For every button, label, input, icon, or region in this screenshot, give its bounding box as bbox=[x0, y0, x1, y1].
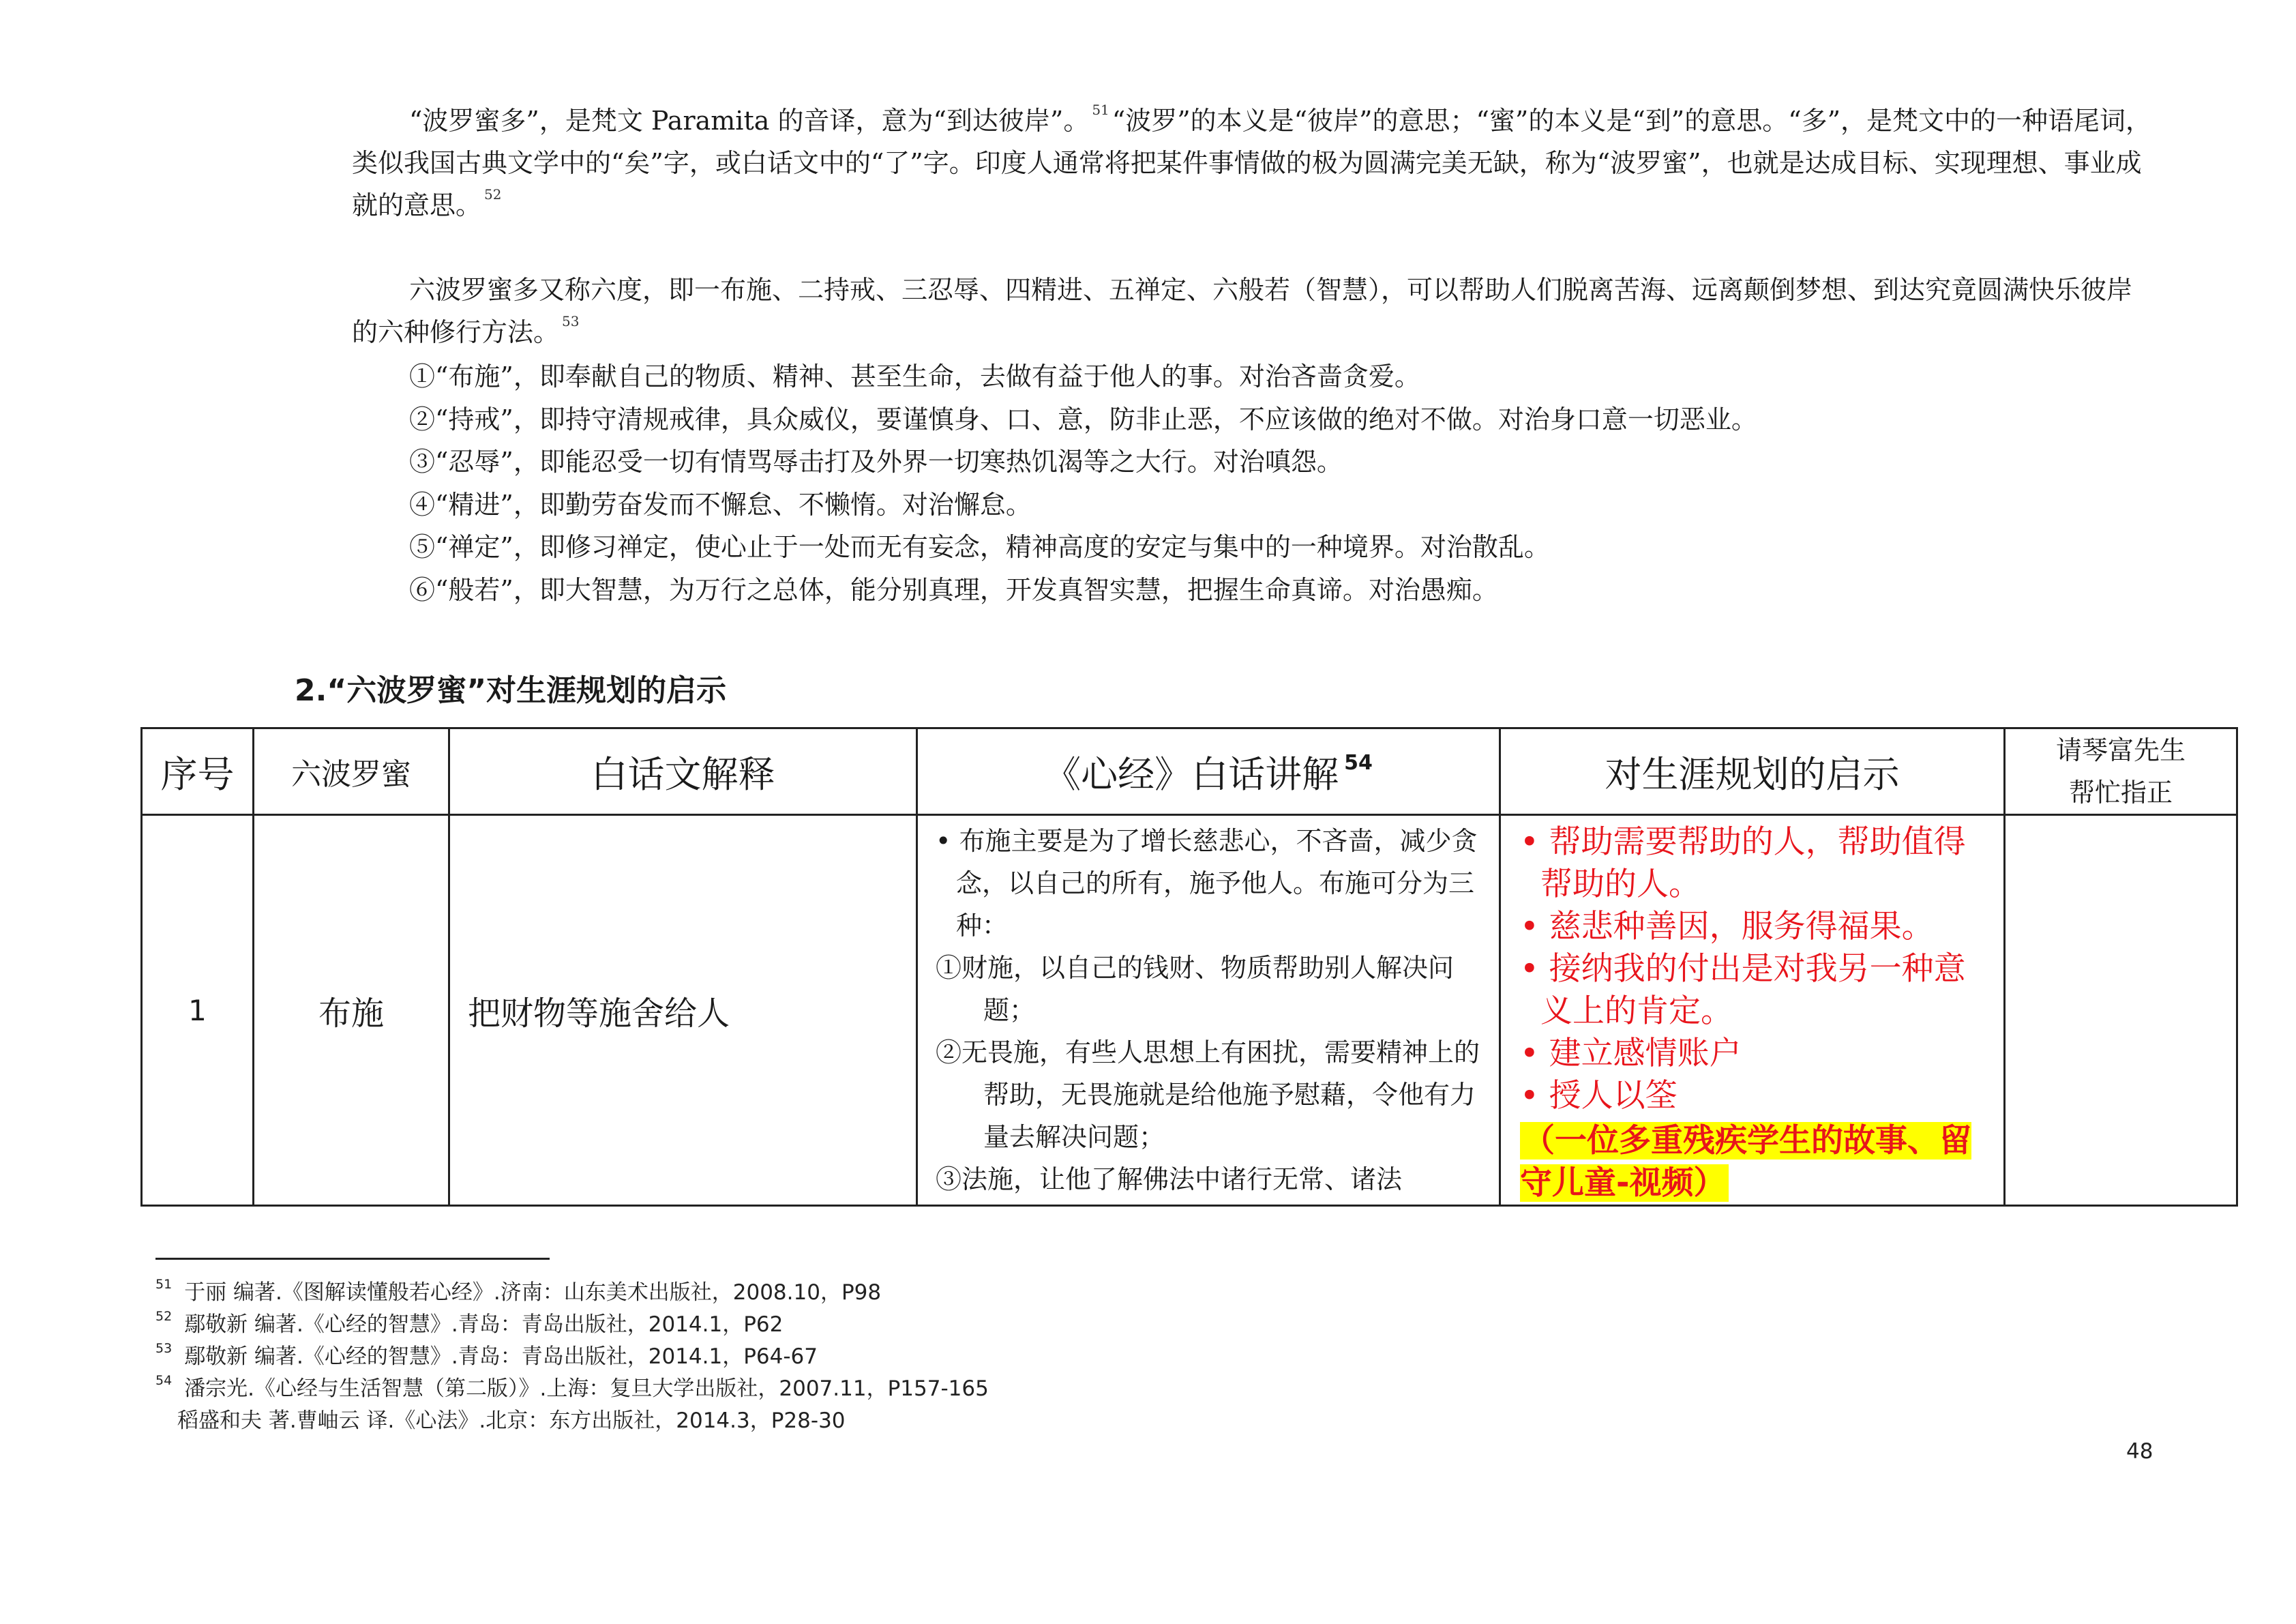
insight-item: • 慈悲种善因，服务得福果。 bbox=[1520, 908, 1934, 945]
sutra-line: ①财施，以自己的钱财、物质帮助别人解决问题； bbox=[936, 953, 1455, 1025]
paragraph-paramita bbox=[352, 100, 2156, 226]
footnote-ref-52[interactable]: 52 bbox=[484, 186, 502, 203]
footnote-52: $^{52}$ 鄢敬新 编著.《心经的智慧》.青岛：青岛出版社，2014.1，P62 bbox=[155, 1309, 784, 1337]
footnote-54-continued: 稻盛和夫 著.曹岫云 译.《心法》.北京：东方出版社，2014.3，P28-30 bbox=[177, 1408, 846, 1433]
header-num: 序号 bbox=[142, 728, 254, 815]
row-comment bbox=[2005, 815, 2237, 1206]
sutra-line: ②无畏施，有些人思想上有困扰，需要精神上的帮助，无畏施就是给他施予慰藉，令他有力量去解决问题； bbox=[936, 1037, 1480, 1152]
insight-item: • 帮助需要帮助的人，帮助值得帮助的人。 bbox=[1520, 823, 1966, 903]
sutra-line: • 布施主要是为了增长慈悲心，不吝啬，减少贪念，以自己的所有，施予他人。布施可分为三种： bbox=[936, 826, 1478, 941]
sutra-line: ③法施，让他了解佛法中诸行无常、诸法 bbox=[936, 1164, 1403, 1194]
footnote-ref-53[interactable]: 53 bbox=[562, 313, 580, 329]
header-explanation: 白话文解释 bbox=[449, 728, 917, 815]
footnote-ref-51[interactable]: 51 bbox=[1092, 102, 1109, 118]
perfections-list bbox=[409, 355, 2155, 611]
list-item: ①“布施”，即奉献自己的物质、精神、甚至生命，去做有益于他人的事。对治吝啬贪爱。 bbox=[409, 361, 1420, 392]
page-number: 48 bbox=[2126, 1439, 2153, 1464]
list-item: ④“精进”，即勤劳奋发而不懈怠、不懒惰。对治懈怠。 bbox=[409, 489, 1032, 520]
list-item: ⑤“禅定”，即修习禅定，使心止于一处而无有妄念，精神高度的安定与集中的一种境界。对治散乱。 bbox=[409, 532, 1550, 562]
row-sutra bbox=[917, 815, 1500, 1206]
footnotes bbox=[155, 1277, 1519, 1437]
row-explanation: 把财物等施舍给人 bbox=[449, 815, 917, 1206]
paragraph-paramita-text: “波罗蜜多”，是梵文 Paramita 的音译，意为“到达彼岸”。 $^{51}$ “波罗”的本义是“彼岸”的意思；“蜜”的本义是“到”的意思。“多”，是梵文中的一种语尾词，类似我国古典文学中的“矣”字，或白话文中的“了”字。印度人通常将把某件事情做的极为圆满完美无缺，称为“波罗蜜”，也就是达成目标、实现理想、事业成就的意思。 $^{52}$ bbox=[352, 102, 2152, 220]
table-header-row bbox=[142, 728, 2237, 815]
perfections-table bbox=[140, 727, 2238, 1207]
list-item: ③“忍辱”，即能忍受一切有情骂辱击打及外界一切寒热饥渴等之大行。对治嗔怨。 bbox=[409, 447, 1343, 477]
row-name: 布施 bbox=[254, 815, 449, 1206]
footnote-54: $^{54}$ 潘宗光.《心经与生活智慧（第二版）》.上海：复旦大学出版社，2007.11，P157-165 bbox=[155, 1373, 989, 1401]
row-num: 1 bbox=[142, 815, 254, 1206]
insight-item: • 建立感情账户 bbox=[1520, 1035, 1742, 1072]
footnote-separator bbox=[155, 1258, 550, 1260]
list-item: ⑥“般若”，即大智慧，为万行之总体，能分别真理，开发真智实慧，把握生命真谛。对治愚痴。 bbox=[409, 574, 1498, 605]
header-name: 六波罗蜜 bbox=[254, 728, 449, 815]
insight-item: • 授人以筌 bbox=[1520, 1077, 1678, 1114]
table-row bbox=[142, 815, 2237, 1206]
row-insight bbox=[1500, 815, 2005, 1206]
highlighted-note: （一位多重残疾学生的故事、留守儿童-视频） bbox=[1520, 1122, 1971, 1202]
header-comment: 请琴富先生 帮忙指正 bbox=[2005, 728, 2237, 815]
section-title: 2.“六波罗蜜”对生涯规划的启示 bbox=[295, 673, 727, 708]
header-insight: 对生涯规划的启示 bbox=[1500, 728, 2005, 815]
header-sutra: 《心经》白话讲解 $^{54}$ bbox=[917, 728, 1500, 815]
insight-item: • 接纳我的付出是对我另一种意义上的肯定。 bbox=[1520, 950, 1966, 1030]
footnote-51: $^{51}$ 于丽 编著.《图解读懂般若心经》.济南：山东美术出版社，2008.10，P98 bbox=[155, 1277, 882, 1305]
list-item: ②“持戒”，即持守清规戒律，具众威仪，要谨慎身、口、意，防非止恶，不应该做的绝对不做。对治身口意一切恶业。 bbox=[409, 404, 1757, 434]
footnote-53: $^{53}$ 鄢敬新 编著.《心经的智慧》.青岛：青岛出版社，2014.1，P64-67 bbox=[155, 1341, 818, 1369]
paragraph-six-perfections: 六波罗蜜多又称六度，即一布施、二持戒、三忍辱、四精进、五禅定、六般若（智慧），可以帮助人们脱离苦海、远离颠倒梦想、到达究竟圆满快乐彼岸的六种修行方法。 $^{53}$ bbox=[352, 275, 2133, 347]
footnote-ref-54[interactable]: 54 bbox=[1344, 750, 1373, 775]
